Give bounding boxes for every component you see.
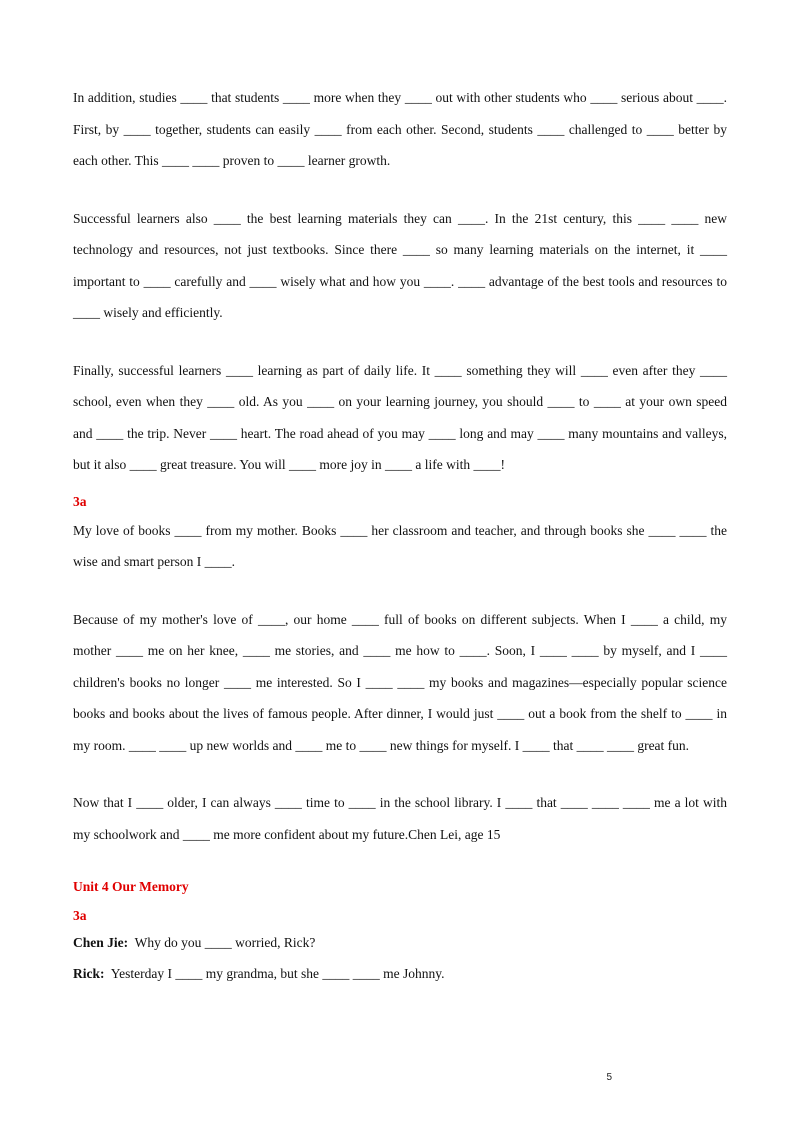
- paragraph-mothers-love: Because of my mother's love of ____, our home ____ full of books on different subjects. When I ____ a child, my mother ____ me on her knee, ____ me stories, and ____ me how to ____. Soon, I ____ ____ by myself, and I ____ children's books no longer ____ me interested. So I ____ ____ my books and magazines—especially popular science books and books about the lives of famous people. After dinner, I would just ____ out a book from the shelf to ____ in my room. ____ ____ up new worlds and ____ me to ____ new things for myself. I ____ that ____ ____ great fun.: [73, 611, 727, 753]
- paragraph-studies: In addition, studies ____ that students ____ more when they ____ out with other students who ____ serious about ____. First, by ____ together, students can easily ____ from each other. Second, students ____ challenged to ____ better by each other. This ____ ____ proven to ____ learner growth.: [73, 90, 727, 168]
- document-page: [73, 82, 727, 989]
- speaker-name: Rick:: [73, 966, 105, 981]
- section-label-3a: 3a: [73, 493, 87, 509]
- paragraph-love-of-books: My love of books ____ from my mother. Books ____ her classroom and teacher, and through books she ____ ____ the wise and smart person I ____.: [73, 522, 727, 569]
- unit-section-label-3a: 3a: [73, 908, 87, 923]
- dialog-text: Why do you ____ worried, Rick?: [134, 935, 316, 950]
- paragraph-now-older: Now that I ____ older, I can always ____ time to ____ in the school library. I ____ that ____ ____ ____ me a lot with my schoolwork and ____ me more confident about my future.Chen Lei, age 15: [73, 795, 727, 842]
- paragraph-materials: Successful learners also ____ the best learning materials they can ____. In the 21st century, this ____ ____ new technology and resources, not just textbooks. Since there ____ so many learning materials on the internet, it ____ important to ____ carefully and ____ wisely what and how you ____. ____ advantage of the best tools and resources to ____ wisely and efficiently.: [73, 210, 727, 320]
- page-number: 5: [606, 1072, 612, 1083]
- speaker-name: Chen Jie:: [73, 935, 129, 950]
- unit-title: Unit 4 Our Memory: [73, 879, 189, 894]
- dialog-line: [73, 958, 727, 989]
- dialog-line: [73, 927, 727, 958]
- paragraph-daily-life: Finally, successful learners ____ learning as part of daily life. It ____ something they will ____ even after they ____ school, even when they ____ old. As you ____ on your learning journey, you should ____ to ____ at your own speed and ____ the trip. Never ____ heart. The road ahead of you may ____ long and may ____ many mountains and valleys, but it also ____ great treasure. You will ____ more joy in ____ a life with ____!: [73, 362, 727, 472]
- dialog-text: Yesterday I ____ my grandma, but she ____ ____ me Johnny.: [110, 966, 445, 981]
